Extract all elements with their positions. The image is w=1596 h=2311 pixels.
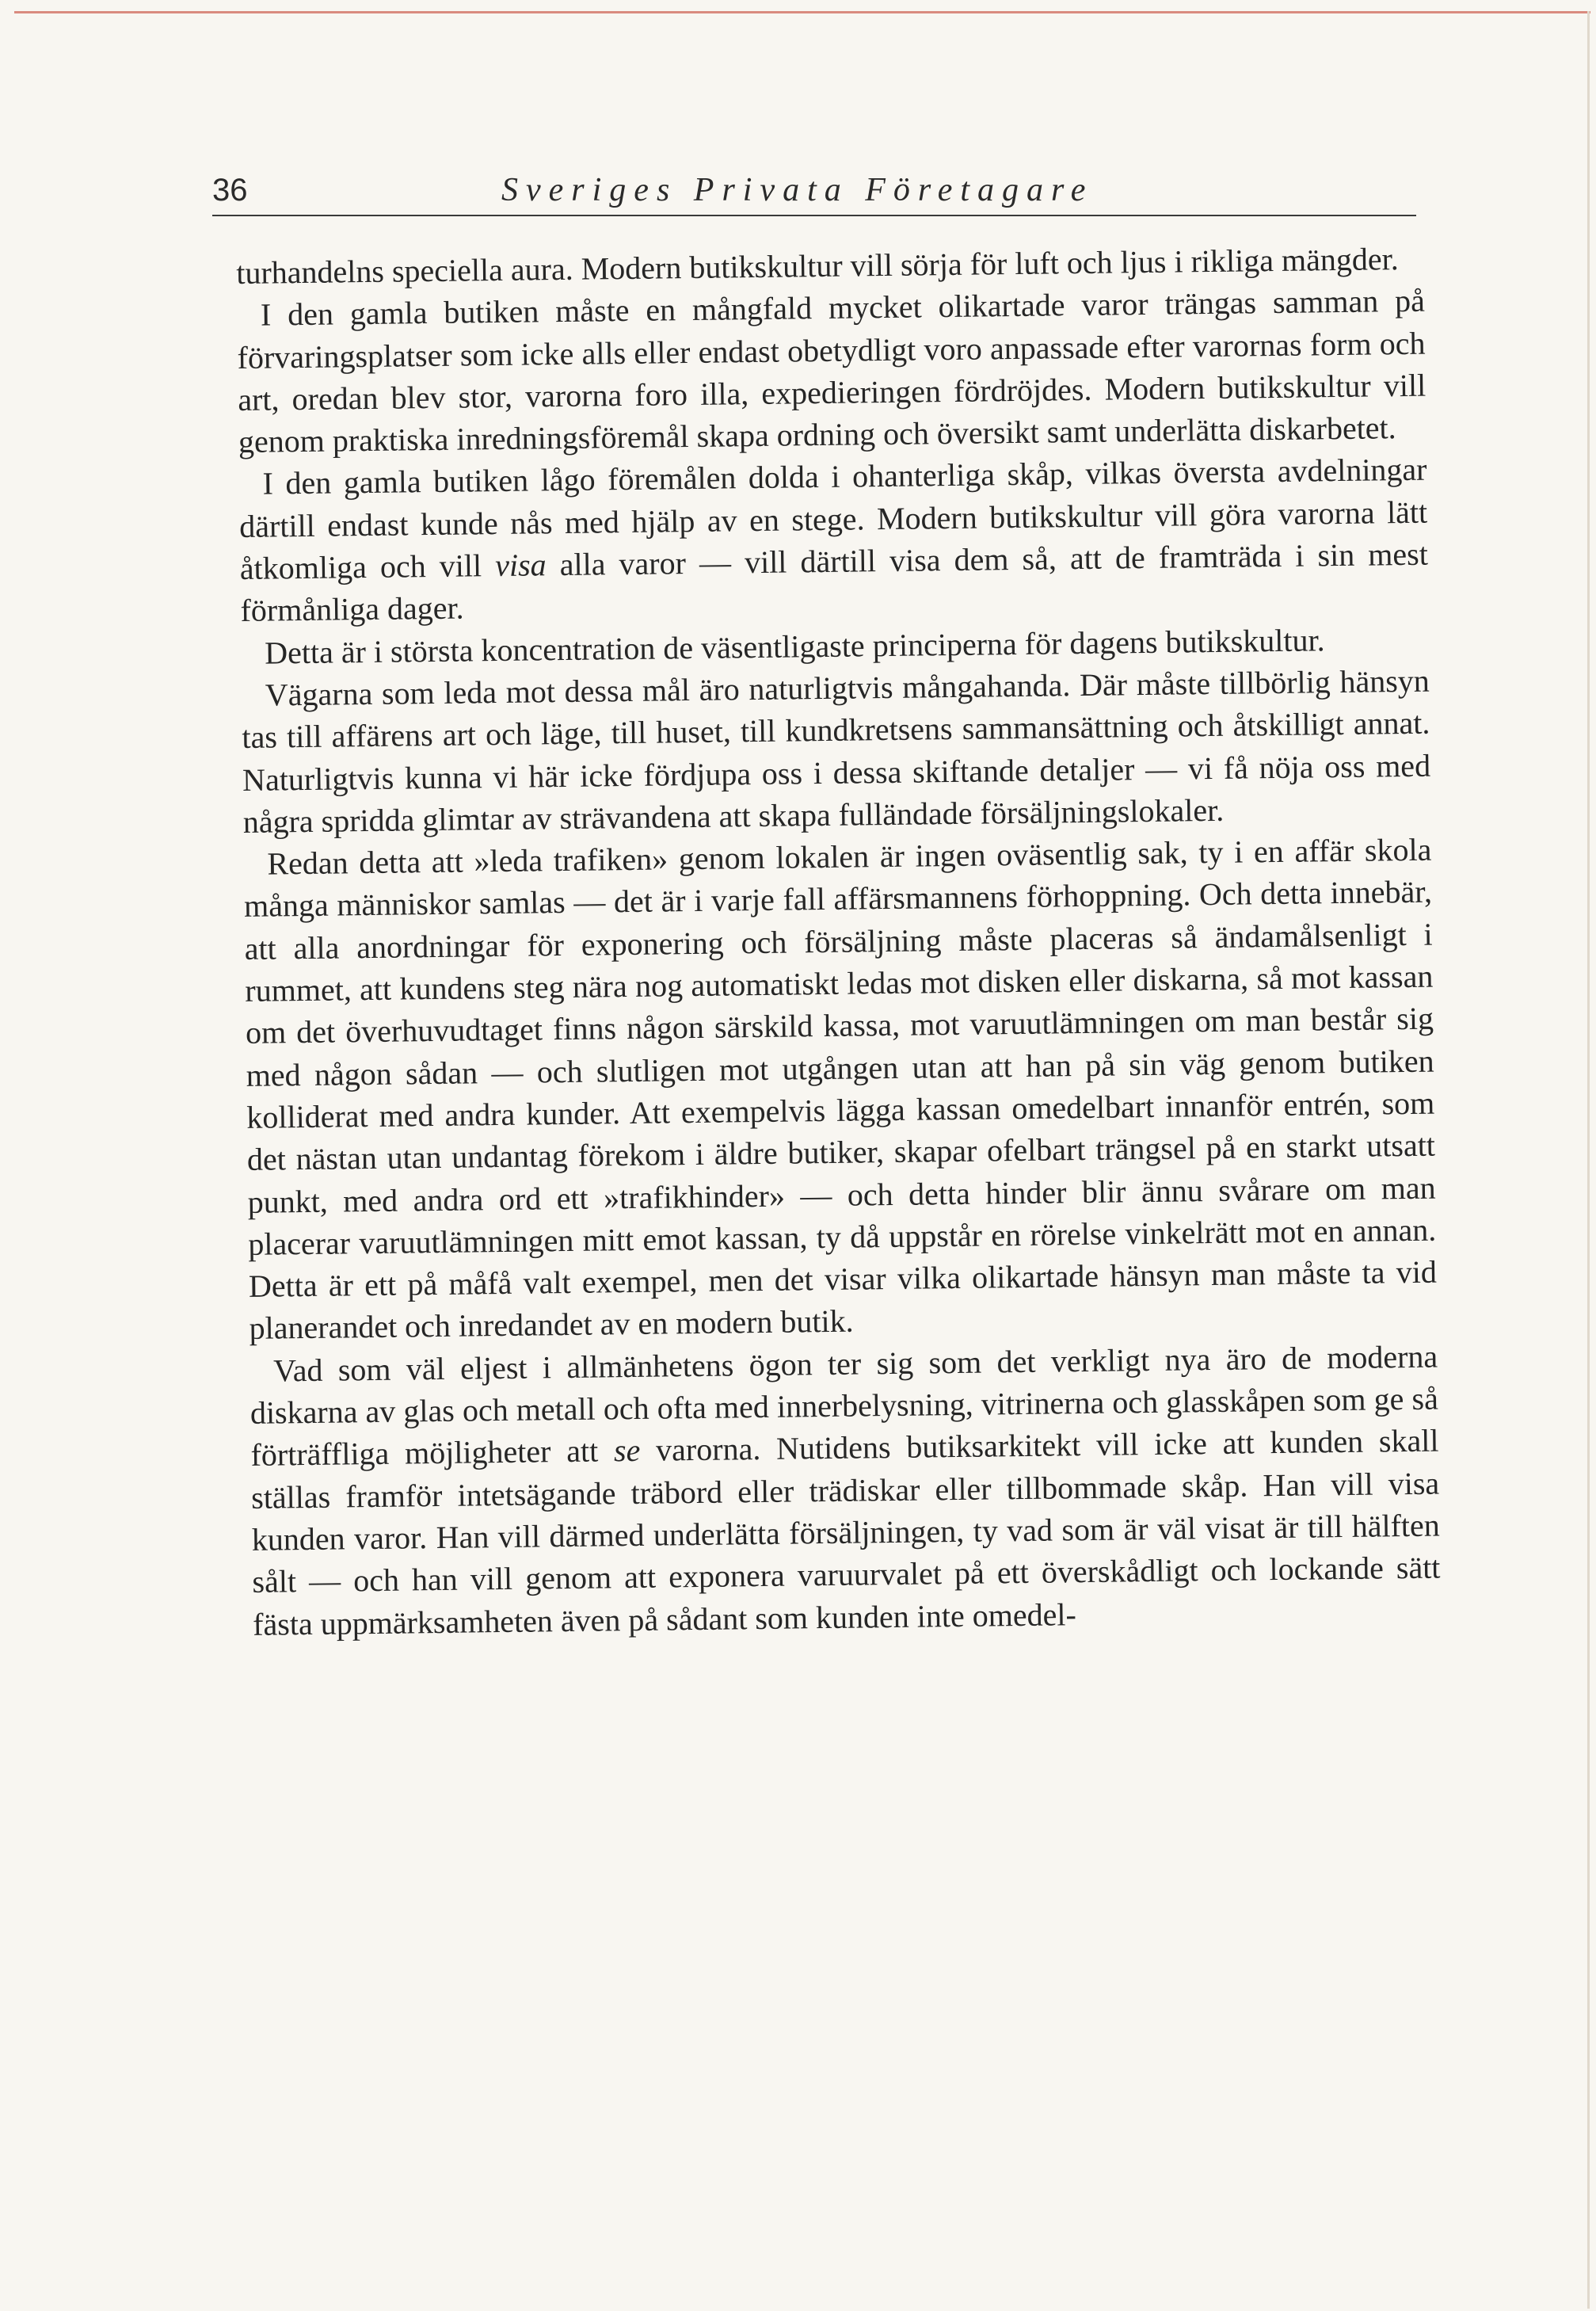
paragraph bbox=[249, 1335, 1441, 1645]
paragraph: I den gamla butiken måste en mångfald mycket olikartade varor trängas samman på förvaringsplatser som icke alls eller endast obetydligt voro anpassade efter varornas form och art, oredan blev stor, varorna foro illa, expedieringen fördröjdes. Modern butikskultur vill genom praktiska inredningsföremål skapa ordning och översikt samt underlätta diskarbetet. bbox=[237, 282, 1426, 460]
running-header bbox=[212, 171, 1432, 219]
paragraph bbox=[238, 448, 1428, 631]
paragraph-text: Vad som väl eljest i allmänhetens ögon ter sig som det verkligt nya äro de moderna diskarna av glas och metall och ofta med innerbelysning, vitrinerna och glasskåpen som ge så förträffliga möjligheter att bbox=[249, 1338, 1439, 1474]
paragraph: Detta är i största koncentration de väsentligaste principerna för dagens butikskultur. bbox=[264, 621, 1325, 671]
paragraph: Redan detta att »leda trafiken» genom lokalen är ingen oväsentlig sak, ty i en affär skola många människor samlas — det är i varje fall affärsmannens förhoppning. Och detta innebär, att alla anordningar för exponering och försäljning måste placeras så ändamålsenligt i rummet, att kundens steg nära nog automatiskt ledas mot disken eller diskarna, så mot kassan om det överhuvudtaget finns någon särskild kassa, mot varuutlämningen om man består sig med någon sådan — och slutligen mot utgången utan att han på sin väg genom butiken kolliderat med andra kunder. Att exempelvis lägga kassan omedelbart innanför entrén, som det nästan utan undantag förekom i äldre butiker, skapar ofelbart trängsel på en starkt utsatt punkt, med andra ord ett »trafikhinder» — och detta hinder blir ännu svårare om man placerar varuutlämningen mitt emot kassan, ty då uppstår en rörelse vinkelrätt mot en annan. Detta är ett på måfå valt exempel, men det visar vilka olikartade hänsyn man måste ta vid planerandet och inredandet av en modern butik. bbox=[243, 831, 1438, 1347]
emphasis: se bbox=[613, 1432, 641, 1469]
page-right-edge bbox=[1587, 11, 1590, 2309]
paragraph-text: alla varor — vill därtill visa dem så, att de framträda i sin mest förmånliga dager. bbox=[240, 536, 1429, 629]
paragraph-text: I den gamla butiken lågo föremålen dolda i ohanterliga skåp, vilkas översta avdelningar därtill endast kunde nås med hjälp av en stege. Modern butikskultur vill göra varorna lätt åtkomliga och vill bbox=[238, 452, 1428, 587]
body-text bbox=[236, 238, 1441, 1646]
header-rule bbox=[212, 215, 1416, 216]
page-number: 36 bbox=[212, 173, 248, 208]
running-title: Sveriges Privata Företagare bbox=[501, 172, 1094, 208]
paragraph: turhandelns speciella aura. Modern butikskultur vill sörja för luft och ljus i rikliga mängder. bbox=[236, 241, 1399, 291]
paragraph-text: varorna. Nutidens butiksarkitekt vill icke att kunden skall ställas framför intetsägande träbord eller trädiskar eller tillbommade skåp. Han vill visa kunden varor. Han vill därmed underlätta försäljningen, ty vad som är väl visat är till hälften sålt — och han vill genom att exponera varuurvalet på ett överskådligt och lockande sätt fästa uppmärksamheten även på sådant som kunden inte omedel- bbox=[250, 1422, 1441, 1642]
page-top-edge bbox=[14, 11, 1590, 13]
paragraph: Vägarna som leda mot dessa mål äro naturligtvis mångahanda. Där måste tillbörlig hänsyn tas till affärens art och läge, till huset, till kundkretsens sammansättning och åtskilligt annat. Naturligtvis kunna vi här icke fördjupa oss i dessa skiftande detaljer — vi få nöja oss med några spridda glimtar av strävandena att skapa fulländade försäljningslokaler. bbox=[242, 662, 1431, 840]
emphasis: visa bbox=[494, 547, 547, 584]
